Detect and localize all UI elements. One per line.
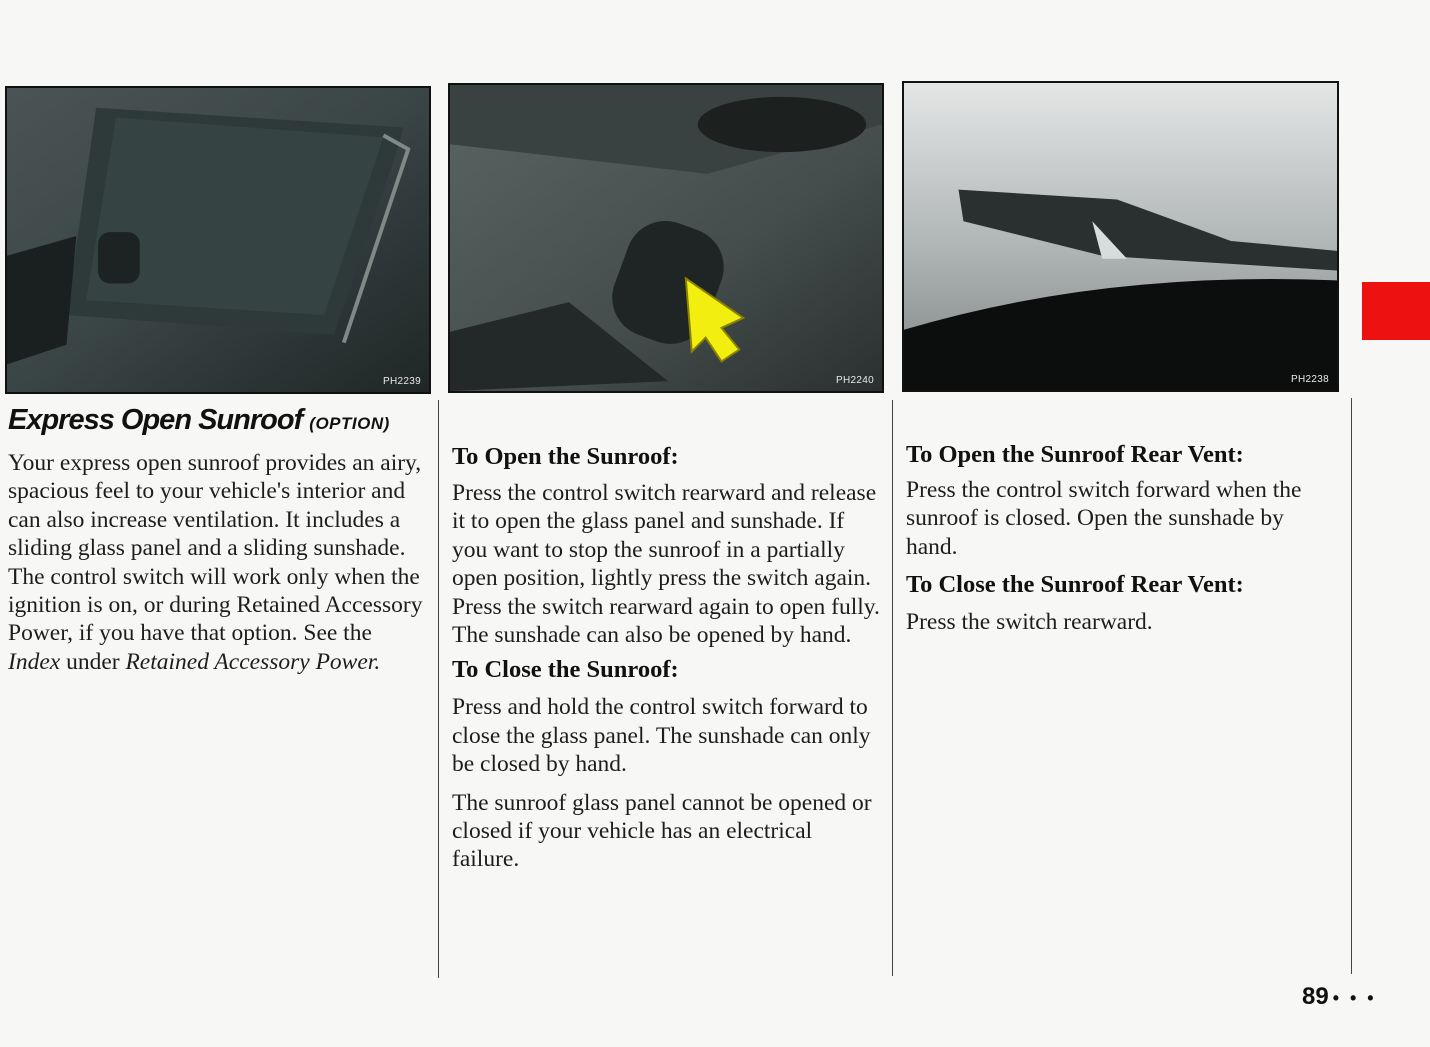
column-divider [1351,398,1352,974]
sunroof-rear-vent-photo [902,81,1339,392]
page-number: 89 • • • [1302,983,1377,1010]
vent-close-paragraph: Press the switch rearward. [906,609,1153,636]
close-heading: To Close the Sunroof: [452,656,679,684]
rear-vent-column [906,440,1336,637]
section-title: Express Open Sunroof (OPTION) [8,404,390,436]
photo-code: PH2239 [383,376,421,387]
option-label: (OPTION) [309,414,390,433]
open-close-column [452,442,884,874]
failure-note: The sunroof glass panel cannot be opened or closed if your vehicle has an electrical failure. [452,789,872,873]
vent-open-heading: To Open the Sunroof Rear Vent: [906,441,1244,468]
sunroof-switch-photo [448,83,884,393]
photo-code: PH2238 [1291,374,1329,385]
open-heading: To Open the Sunroof: [452,443,679,470]
index-reference: Index [8,648,61,675]
close-paragraph: Press and hold the control switch forward to close the glass panel. The sunshade can only be closed by hand. [452,694,871,778]
column-divider [438,400,439,978]
section-tab-marker [1362,282,1430,340]
sunroof-interior-photo [5,86,431,394]
index-entry: Retained Accessory Power. [125,648,381,675]
vent-close-heading: To Close the Sunroof Rear Vent: [906,571,1244,599]
intro-paragraph: Your express open sunroof provides an airy, spacious feel to your vehicle's interior and can also increase ventilation. It includes a sliding glass panel and a sliding sunshade. The control switch will work only when the ignition is on, or during Retained Accessory Power, if you have that option. See the Index under Retained Accessory Power. [8,450,423,675]
open-paragraph: Press the control switch rearward and release it to open the glass panel and sunshade. If you want to stop the sunroof in a partially open position, lightly press the switch again. Press the switch rearward again to open fully. The sunshade can also be opened by hand. [452,480,880,649]
vent-open-paragraph: Press the control switch forward when the sunroof is closed. Open the sunshade by hand. [906,477,1302,560]
page-dots: • • • [1332,988,1377,1008]
photo-code: PH2240 [836,375,874,386]
intro-column [8,404,426,676]
column-divider [892,400,893,976]
